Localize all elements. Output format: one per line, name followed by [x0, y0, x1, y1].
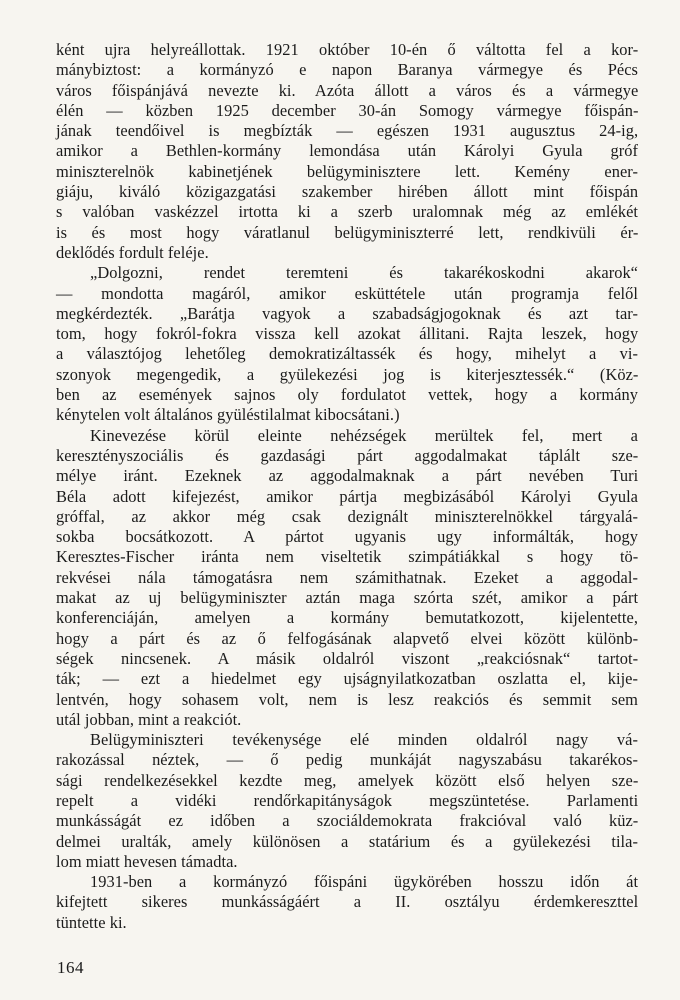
page-number: 164 — [57, 958, 84, 977]
text-line: hogy a párt és az ő felfogásának alapvető elvei között különb- — [56, 628, 639, 648]
text-line: gróffal, az akkor még csak dezignált miniszterelnökkel tárgyalá- — [56, 506, 638, 526]
text-line: utál jobban, mint a reakciót. — [56, 709, 242, 729]
text-line: város főispánjává nevezte ki. Azóta állott a város és a vármegye — [56, 80, 639, 100]
text-line: sági rendelkezésekkel kezdte meg, amelyek között első helyen sze- — [56, 770, 639, 790]
text-line: munkásságát ez időben a szociáldemokrata frakcióval való küz- — [56, 811, 639, 831]
text-line: 1931-ben a kormányzó főispáni ügykörében hosszu időn át — [90, 872, 639, 892]
text-line: rakozással néztek, — ő pedig munkáját nagyszabásu takarékos- — [56, 750, 638, 770]
text-line: is és most hogy váratlanul belügyminiszterré lett, rendkivüli ér- — [56, 222, 639, 242]
text-line: mánybiztost: a kormányzó e napon Baranya vármegye és Pécs — [56, 60, 638, 80]
text-line: megkérdezték. „Barátja vagyok a szabadságjogoknak és azt tar- — [56, 303, 638, 323]
paragraph-5 — [56, 872, 638, 933]
text-line: a választójog lehetőleg demokratizáltassék és hogy, mihelyt a vi- — [56, 344, 638, 364]
text-line: amikor a Bethlen-kormány lemondása után Károlyi Gyula gróf — [56, 141, 638, 161]
text-line: sokba bocsátkozott. A pártot ugyanis ugy informálták, hogy — [56, 527, 638, 547]
text-line: deklődés fordult feléje. — [56, 242, 209, 262]
paragraph-3 — [56, 426, 638, 730]
text-line: élén — közben 1925 december 30-án Somogy vármegye főispán- — [56, 100, 639, 120]
text-line: „Dolgozni, rendet teremteni és takarékoskodni akarok“ — [90, 263, 639, 283]
text-line: jának teendőivel is megbízták — egészen 1931 augusztus 24-ig, — [56, 121, 639, 141]
text-line: s valóban vaskézzel irtotta ki a szerb uralomnak még az emlékét — [56, 202, 638, 222]
text-line: mélye iránt. Ezeknek az aggodalmaknak a párt nevében Turi — [56, 466, 639, 486]
paragraph-2 — [56, 263, 638, 425]
text-line: ségek nincsenek. A másik oldalról viszont „reakciósnak“ tartot- — [56, 648, 639, 668]
text-line: Kinevezése körül eleinte nehézségek merültek fel, mert a — [90, 425, 638, 445]
text-line: Keresztes-Fischer iránta nem viseltetik szimpátiákkal s hogy tö- — [56, 547, 639, 567]
paragraph-1 — [56, 40, 638, 263]
text-line: giáju, kiváló közigazgatási szakember hirében állott mint főispán — [56, 182, 639, 202]
text-line: delmei uralták, amely különösen a statárium és a gyülekezési tila- — [56, 831, 638, 851]
text-line: rekvései nála támogatásra nem számithatnak. Ezeket a aggodal- — [56, 567, 638, 587]
text-line: tüntette ki. — [56, 912, 127, 932]
text-line: — mondotta magáról, amikor esküttétele után programja felől — [56, 283, 638, 303]
text-line: ták; — ezt a hiedelmet egy ujságnyilatkozatban oszlatta el, kije- — [56, 669, 638, 689]
text-line: ben az események sajnos oly fordulatot vettek, hogy a kormány — [56, 385, 638, 405]
body-text — [56, 40, 638, 933]
text-line: Belügyminiszteri tevékenysége elé minden oldalról nagy vá- — [90, 730, 638, 750]
text-line: lentvén, hogy sohasem volt, nem is lesz reakciós és semmit sem — [56, 689, 638, 709]
text-line: repelt a vidéki rendőrkapitányságok megszüntetése. Parlamenti — [56, 790, 639, 810]
text-line: tom, hogy fokról-fokra vissza kell azokat állitani. Rajta leszek, hogy — [56, 324, 639, 344]
text-line: Béla adott kifejezést, amikor pártja megbizásából Károlyi Gyula — [56, 486, 638, 506]
text-line: ként ujra helyreállottak. 1921 október 10-én ő váltotta fel a kor- — [56, 40, 639, 59]
text-line: lom miatt hevesen támadta. — [56, 851, 238, 871]
text-line: kénytelen volt általános gyüléstilalmat kibocsátani.) — [56, 405, 400, 425]
paragraph-4 — [56, 730, 638, 872]
text-line: szonyok megengedik, a gyülekezési jog is kiterjesztessék.“ (Köz- — [56, 364, 639, 384]
text-line: makat az uj belügyminiszter aztán maga szórta szét, amikor a párt — [56, 588, 639, 608]
text-line: konferenciáján, amelyen a kormány bemutatkozott, kijelentette, — [56, 608, 638, 628]
text-line: kifejtett sikeres munkásságáért a II. osztályu érdemkereszttel — [56, 892, 639, 912]
text-line: miniszterelnök kabinetjének belügyminisztere lett. Kemény ener- — [56, 161, 638, 181]
text-line: keresztényszociális és gazdasági párt aggodalmakat táplált sze- — [56, 445, 639, 465]
